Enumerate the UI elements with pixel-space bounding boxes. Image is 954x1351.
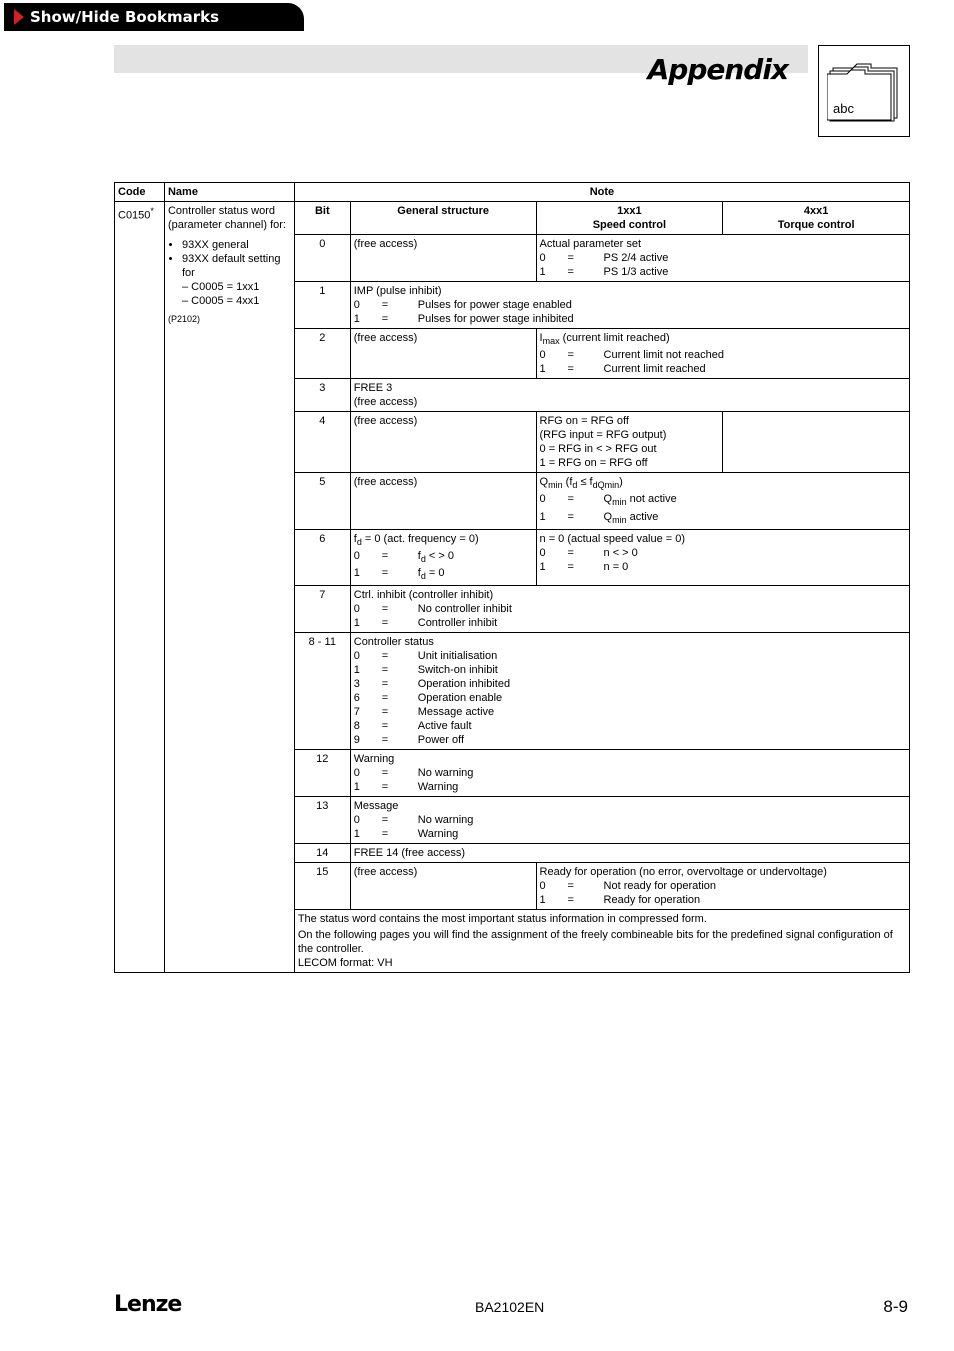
code-value: C0150 bbox=[118, 209, 151, 222]
col-bit-header: Bit bbox=[294, 202, 350, 235]
lenze-logo: Lenze bbox=[114, 1292, 182, 1317]
table-row: 6 $f_d = 0$ (act. frequency = 0) 0 = $f_d$ < > 0 1 = $f_d = 0$ n = 0 (actual speed value = 0) 0 = n < > 0 1 = n = 0 bbox=[115, 529, 910, 586]
page-title: Appendix bbox=[647, 53, 788, 86]
col-torque-header: 4xx1 Torque control bbox=[723, 202, 910, 235]
col-general-header: General structure bbox=[350, 202, 536, 235]
name-ref: (P2102) bbox=[167, 314, 201, 324]
chapter-tab-box bbox=[818, 45, 910, 137]
footnote-cell: The status word contains the most important status information in compressed form. On the following pages you will find the assignment of the freely combineable bits for the predefined signal configuration of the controller. LECOM format: VH bbox=[294, 910, 909, 973]
table-row: 13 Message 0 = No warning 1 = Warning bbox=[115, 797, 910, 844]
table-row: 1 IMP (pulse inhibit) 0 = Pulses for power stage enabled 1 = Pulses for power stage inhibited bbox=[115, 282, 910, 329]
table-row: 14 FREE 14 (free access) bbox=[115, 844, 910, 863]
name-cell: Controller status word (parameter channel) for: • 93XX general • 93XX default setting for – C0005 = 1xx1 – C0005 = 4xx1 (P2102) bbox=[164, 202, 294, 973]
name-list bbox=[168, 238, 291, 308]
table-row: 5 (free access) $Q_{min}$ $(f_d \le f_{dQmin})$ 0 = $Q_{min}$ not active 1 = $Q_{min}$ active bbox=[115, 473, 910, 530]
table-row: 0 (free access) Actual parameter set 0 = PS 2/4 active 1 = PS 1/3 active bbox=[115, 235, 910, 282]
table-row: 15 (free access) Ready for operation (no error, overvoltage or undervoltage) 0 = Not ready for operation 1 = Ready for operation bbox=[115, 863, 910, 910]
table-row: 7 Ctrl. inhibit (controller inhibit) 0 = No controller inhibit 1 = Controller inhibit bbox=[115, 586, 910, 633]
table-row: 8 - 11 Controller status 0 = Unit initialisation 1 = Switch-on inhibit 3 = Operation inhibited 6 = Operation enable 7 = Message active 8 = Active fault 9 = Power off bbox=[115, 633, 910, 750]
chapter-label: abc bbox=[833, 101, 854, 116]
show-hide-bookmarks-button[interactable] bbox=[4, 3, 304, 31]
col-name-header: Name bbox=[164, 183, 294, 202]
code-cell: C0150* bbox=[115, 202, 165, 973]
col-note-header: Note bbox=[294, 183, 909, 202]
triangle-right-icon bbox=[14, 9, 24, 25]
table-row: 12 Warning 0 = No warning 1 = Warning bbox=[115, 750, 910, 797]
table-row: 3 FREE 3 (free access) bbox=[115, 379, 910, 412]
document-id: BA2102EN bbox=[475, 1299, 545, 1315]
list-item: • 93XX default setting for – C0005 = 1xx1 – C0005 = 4xx1 bbox=[182, 252, 291, 308]
table-row bbox=[115, 202, 910, 235]
col-speed-header: 1xx1 Speed control bbox=[536, 202, 723, 235]
col-code-header: Code bbox=[115, 183, 165, 202]
page-number: 8-9 bbox=[883, 1297, 908, 1316]
list-item: • 93XX general bbox=[182, 238, 291, 252]
parameter-table bbox=[114, 182, 910, 973]
bookmarks-button-label: Show/Hide Bookmarks bbox=[30, 8, 220, 26]
table-header-row bbox=[115, 183, 910, 202]
table-row: 2 (free access) $I_{max}$ (current limit reached) 0 = Current limit not reached 1 = Current limit reached bbox=[115, 329, 910, 379]
table-row: 4 (free access) RFG on = RFG off (RFG input = RFG output) 0 = RFG in < > RFG out 1 = RFG on = RFG off bbox=[115, 412, 910, 473]
